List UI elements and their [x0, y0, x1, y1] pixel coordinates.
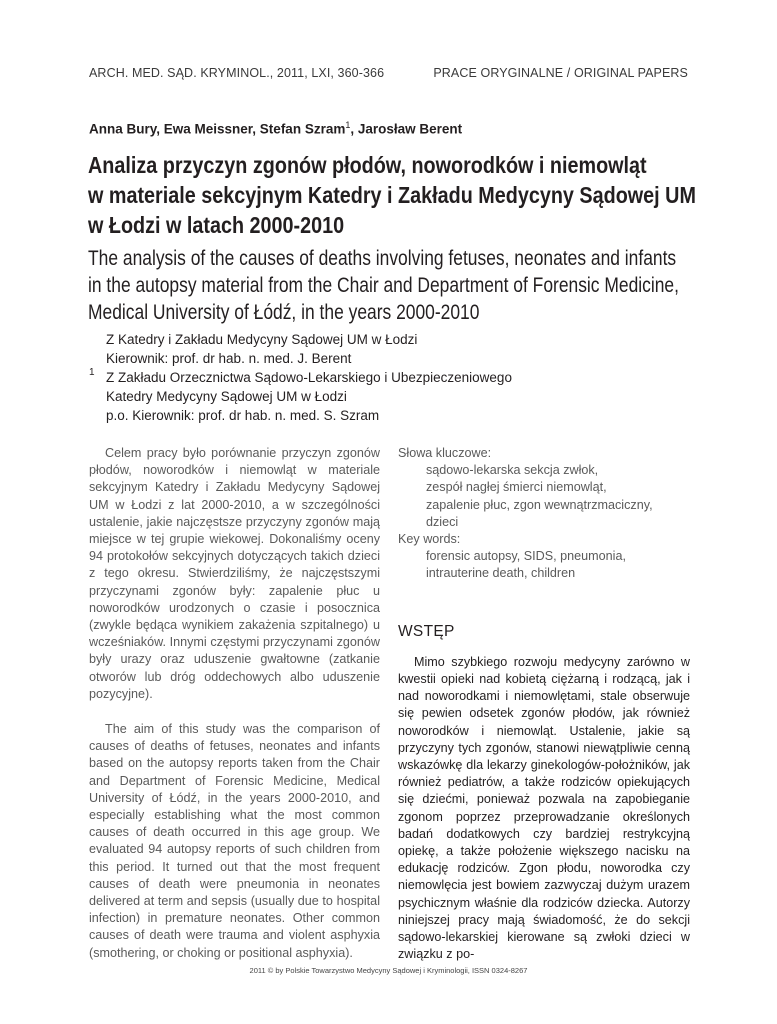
author-list: [89, 120, 689, 137]
intro-body: [398, 654, 690, 964]
affiliation-line: Z Katedry i Zakładu Medycyny Sądowej UM w Łodzi: [106, 332, 418, 347]
title-polish: [88, 150, 696, 240]
abstract-english: The aim of this study was the comparison of causes of deaths of fetuses, neonates and infants based on the autopsy reports taken from the Chair and Department of Forensic Medicine, Medical University of Łódź, in the years 2000-2010, and especially establishing what the most common causes of death occurred in this age group. We evaluated 94 autopsy reports of such children from this period. It turned out that the most frequent causes of death were pneumonia in neonates delivered at term and sepsis (usually due to hospital infection) in premature neonates. Other common causes of death were trauma and violent asphyxia (smothering, or choking or positional asphyxia).: [89, 722, 380, 960]
right-column: [398, 445, 690, 963]
section-heading-intro: WSTĘP: [398, 622, 455, 640]
title-pl-line: w Łodzi w latach 2000-2010: [88, 212, 345, 238]
keyword-item: zespół nagłej śmierci niemowląt,: [426, 480, 607, 495]
title-pl-line: Analiza przyczyn zgonów płodów, noworodków i niemowląt: [88, 152, 647, 178]
affiliation-line: Katedry Medycyny Sądowej UM w Łodzi: [106, 389, 347, 404]
author-affiliation-marker: 1: [345, 120, 351, 130]
affiliation-line: Z Zakładu Orzecznictwa Sądowo-Lekarskiego i Ubezpieczeniowego: [106, 370, 512, 385]
keywords-block: [398, 445, 690, 583]
intro-paragraph: Mimo szybkiego rozwoju medycyny zarówno w kwestii opieki nad kobietą ciężarną i rodzącą, jak i nad noworodkami i niemowlętami, stale obserwuje się pewien odsetek zgonów płodów, jak również noworodków i niemowląt. Ustalenie, jakie są przyczyny tych zgonów, stanowi niewątpliwie cenną wskazówkę dla lekarzy ginekologów-położników, jak również pediatrów, a także rodziców opiekujących się dziećmi, ponieważ pozwala na zapobieganie zgonom poprzez przeprowadzanie określonych badań dodatkowych czy bardziej restrykcyjną opiekę, a także położenie większego nacisku na edukację rodziców. Zgon płodu, noworodka czy niemowlęcia jest bowiem zazwyczaj dużym urazem psychicznym właśnie dla rodziców dziecka. Autorzy niniejszej pracy mają świadomość, że do sekcji sądowo-lekarskiej kierowane są zwłoki dzieci w związku z po-: [398, 654, 690, 962]
keyword-item: forensic autopsy, SIDS, pneumonia,: [426, 549, 626, 564]
affiliation-line: Kierownik: prof. dr hab. n. med. J. Berent: [106, 351, 352, 366]
title-en-line: in the autopsy material from the Chair and Department of Forensic Medicine,: [88, 274, 679, 297]
title-pl-line: w materiale sekcyjnym Katedry i Zakładu Medycyny Sądowej UM: [88, 182, 696, 208]
section-label: PRACE ORYGINALNE / ORIGINAL PAPERS: [433, 66, 688, 80]
keyword-item: intrauterine death, children: [426, 566, 576, 581]
keyword-item: zapalenie płuc, zgon wewnątrzmaciczny,: [426, 497, 653, 512]
keywords-en-list: [398, 548, 690, 582]
keyword-item: sądowo-lekarska sekcja zwłok,: [426, 463, 599, 478]
abstract-column: [89, 445, 380, 962]
keywords-pl-label: Słowa kluczowe:: [398, 446, 492, 460]
affiliation-line: p.o. Kierownik: prof. dr hab. n. med. S. Szram: [106, 408, 380, 423]
keywords-pl-list: [398, 462, 690, 531]
title-en-line: Medical University of Łódź, in the years 2000-2010: [88, 301, 480, 324]
authors-part-2: , Jarosław Berent: [350, 121, 463, 137]
keywords-en-label: Key words:: [398, 532, 461, 547]
affiliations: [106, 330, 666, 425]
authors-part-1: Anna Bury, Ewa Meissner, Stefan Szram: [89, 121, 346, 137]
journal-citation: ARCH. MED. SĄD. KRYMINOL., 2011, LXI, 360-366: [89, 66, 385, 80]
keyword-item: dzieci: [426, 514, 459, 529]
title-en-line: The analysis of the causes of deaths involving fetuses, neonates and infants: [88, 247, 677, 270]
abstract-polish: Celem pracy było porównanie przyczyn zgonów płodów, noworodków i niemowląt w materiale sekcyjnym Katedry i Zakładu Medycyny Sądowej UM w Łodzi z lat 2000-2010, a w szczególności ustalenie, jakie najczęstsze przyczyny zgonów mają miejsce w tej grupie wiekowej. Dokonaliśmy oceny 94 protokołów sekcyjnych dotyczących takich dzieci z tego okresu. Stwierdziliśmy, że najczęstszymi przyczynami zgonów były: zapalenie płuc u noworodków urodzonych o czasie i posocznica (zwykle będąca wynikiem zakażenia szpitalnego) u wcześniaków. Innymi częstymi przyczynami zgonów były urazy oraz uduszenie gwałtowne (zatkanie otworów lub dróg oddechowych albo uduszenie pozycyjne).: [89, 446, 380, 701]
copyright-footer: 2011 © by Polskie Towarzystwo Medycyny Sądowej i Kryminologii, ISSN 0324-8267: [249, 966, 528, 975]
title-english: [88, 245, 679, 326]
affiliation-marker: 1: [89, 367, 95, 378]
